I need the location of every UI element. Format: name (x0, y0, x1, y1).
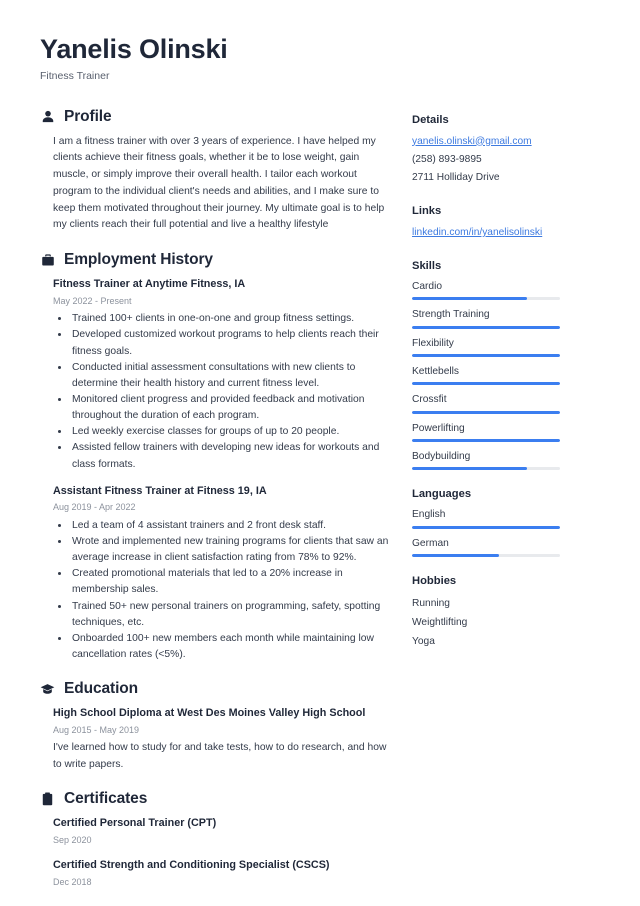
entry-title: High School Diploma at West Des Moines Valley High School (53, 706, 390, 722)
bullet-item: • Wrote and implemented new training programs for clients that saw an average increase in client satisfaction rating from 78% to 92%. (70, 534, 390, 566)
skill-label: Bodybuilding (412, 449, 600, 464)
entry-bullets (53, 311, 390, 473)
candidate-name: Yanelis Olinski (40, 34, 600, 66)
entry-title: Certified Personal Trainer (CPT) (53, 816, 390, 832)
skill-label: Crossfit (412, 392, 600, 407)
skill-row (412, 421, 600, 442)
resume-header (40, 34, 600, 84)
entry-date: May 2022 - Present (53, 294, 390, 308)
candidate-job-title: Fitness Trainer (40, 70, 600, 84)
section-education (40, 680, 390, 773)
entry-bullets (53, 518, 390, 663)
sidebar-column (412, 108, 600, 670)
sidebar-title-details: Details (412, 114, 600, 126)
section-title-profile: Profile (64, 108, 112, 126)
skill-bar-fill (412, 297, 527, 300)
bullet-item: • Developed customized workout programs to help clients reach their fitness goals. (70, 327, 390, 359)
language-bar-track (412, 526, 560, 529)
entry-title: Assistant Fitness Trainer at Fitness 19, IA (53, 484, 390, 500)
entry-title: Certified Strength and Conditioning Specialist (CSCS) (53, 858, 390, 874)
certificate-entry (40, 858, 390, 889)
skill-row (412, 392, 600, 413)
skill-bar-fill (412, 382, 560, 385)
skill-row (412, 364, 600, 385)
bullet-item: • Led weekly exercise classes for groups of up to 20 people. (70, 424, 390, 440)
skill-row (412, 449, 600, 470)
language-bar-track (412, 554, 560, 557)
skill-label: Kettlebells (412, 364, 600, 379)
section-certificates (40, 790, 390, 889)
main-column (40, 108, 412, 906)
employment-entry (40, 277, 390, 473)
skill-bar-track (412, 411, 560, 414)
bullet-item: • Assisted fellow trainers with developing new ideas for workouts and class formats. (70, 440, 390, 472)
skill-bar-fill (412, 326, 560, 329)
sidebar-title-hobbies: Hobbies (412, 575, 600, 587)
clipboard-icon (40, 792, 55, 807)
resume-columns (40, 108, 600, 906)
skill-bar-fill (412, 411, 560, 414)
section-header-employment (40, 251, 390, 269)
education-entry (40, 706, 390, 773)
bullet-item: • Trained 100+ clients in one-on-one and group fitness settings. (70, 311, 390, 327)
skill-bar-track (412, 326, 560, 329)
skill-row (412, 307, 600, 328)
bullet-item: • Onboarded 100+ new members each month while maintaining low cancellation rates (<5%). (70, 631, 390, 663)
entry-date: Aug 2015 - May 2019 (53, 723, 390, 737)
section-profile (40, 108, 390, 235)
skill-bar-track (412, 467, 560, 470)
skill-bar-fill (412, 467, 527, 470)
email-link[interactable]: yanelis.olinski@gmail.com (412, 133, 600, 151)
bullet-item: • Trained 50+ new personal trainers on programming, safety, spotting techniques, etc. (70, 599, 390, 631)
employment-entry (40, 484, 390, 663)
employment-entries (40, 277, 390, 663)
skill-bar-track (412, 297, 560, 300)
entry-date: Dec 2018 (53, 875, 390, 889)
skill-label: Strength Training (412, 307, 600, 322)
language-label: English (412, 507, 600, 522)
linkedin-link[interactable]: linkedin.com/in/yanelisolinski (412, 224, 600, 242)
skill-row (412, 279, 600, 300)
entry-description: I've learned how to study for and take tests, how to do research, and how to write papers. (53, 740, 390, 773)
section-employment (40, 251, 390, 663)
skill-bar-track (412, 382, 560, 385)
graduation-cap-icon (40, 682, 55, 697)
bullet-item: • Created promotional materials that led to a 20% increase in membership sales. (70, 566, 390, 598)
hobby-item: Weightlifting (412, 613, 600, 632)
profile-text: I am a fitness trainer with over 3 years of experience. I have helped my clients achieve their fitness goals, whether it be to lose weight, gain muscle, or simply improve their overall health. I tailor each workout program to the individual client's needs and abilities, and I make sure to keep them motivated throughout their journey. My ultimate goal is to help my clients reach their full potential and live a healthy lifestyle (40, 134, 390, 235)
language-row (412, 507, 600, 528)
certificate-entry (40, 816, 390, 847)
skill-bar-fill (412, 354, 560, 357)
bullet-item: • Monitored client progress and provided feedback and motivation throughout the duration of each program. (70, 392, 390, 424)
section-header-education (40, 680, 390, 698)
sidebar-languages (412, 488, 600, 557)
bullet-item: • Conducted initial assessment consultations with new clients to determine their health history and current fitness level. (70, 360, 390, 392)
briefcase-icon (40, 253, 55, 268)
section-header-certificates (40, 790, 390, 808)
sidebar-title-skills: Skills (412, 260, 600, 272)
language-label: German (412, 536, 600, 551)
hobby-item: Running (412, 594, 600, 613)
sidebar-title-languages: Languages (412, 488, 600, 500)
section-title-education: Education (64, 680, 138, 698)
skill-label: Flexibility (412, 336, 600, 351)
entry-date: Aug 2019 - Apr 2022 (53, 500, 390, 514)
sidebar-skills (412, 260, 600, 470)
section-title-certificates: Certificates (64, 790, 147, 808)
skill-label: Cardio (412, 279, 600, 294)
skill-bar-track (412, 354, 560, 357)
section-header-profile (40, 108, 390, 126)
entry-date: Sep 2020 (53, 833, 390, 847)
phone-text: (258) 893-9895 (412, 151, 600, 169)
sidebar-links (412, 205, 600, 242)
language-bar-fill (412, 526, 560, 529)
sidebar-hobbies (412, 575, 600, 652)
sidebar-title-links: Links (412, 205, 600, 217)
language-bar-fill (412, 554, 499, 557)
bullet-item: • Led a team of 4 assistant trainers and 2 front desk staff. (70, 518, 390, 534)
hobby-item: Yoga (412, 632, 600, 651)
language-row (412, 536, 600, 557)
section-title-employment: Employment History (64, 251, 213, 269)
person-icon (40, 109, 55, 124)
skill-bar-fill (412, 439, 560, 442)
sidebar-details (412, 114, 600, 187)
address-text: 2711 Holliday Drive (412, 169, 600, 187)
skill-bar-track (412, 439, 560, 442)
skill-label: Powerlifting (412, 421, 600, 436)
skill-row (412, 336, 600, 357)
entry-title: Fitness Trainer at Anytime Fitness, IA (53, 277, 390, 293)
